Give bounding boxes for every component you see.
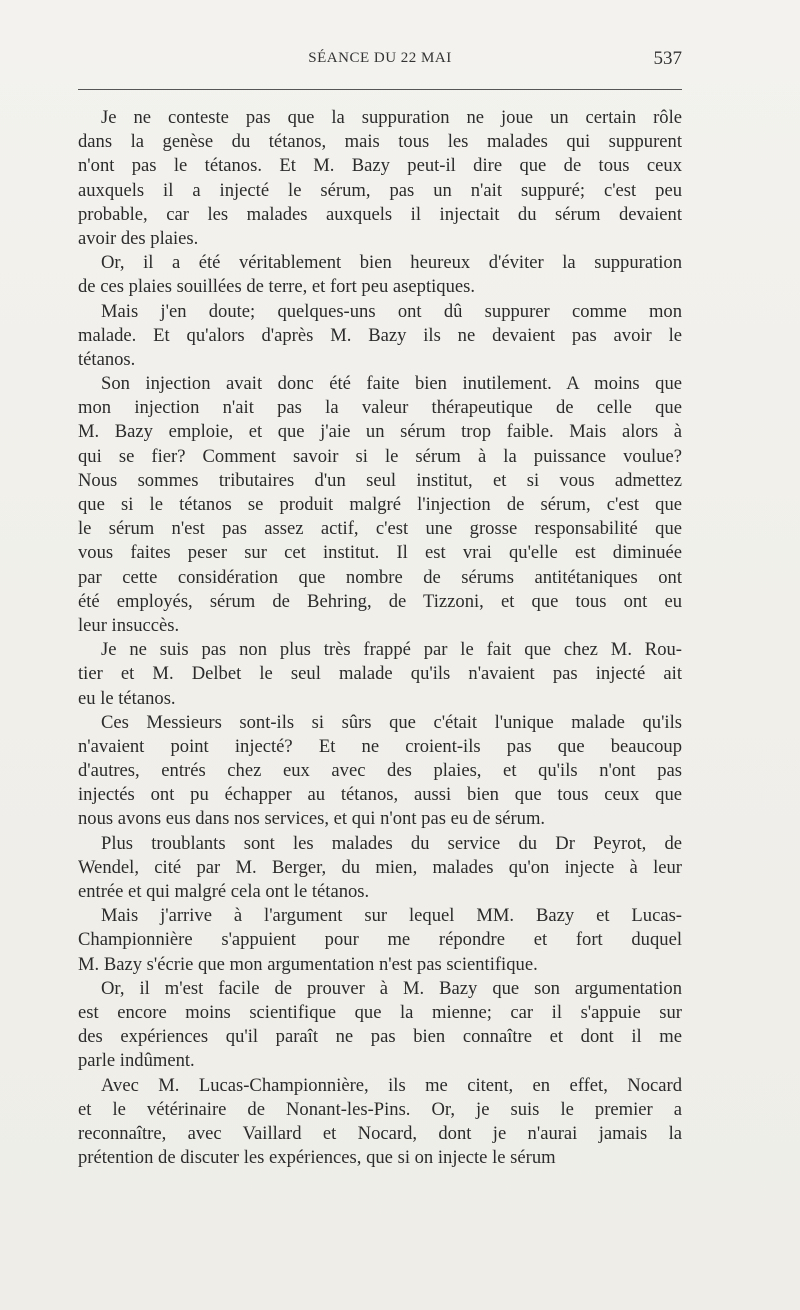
text-line: Mais j'en doute; quelques-uns ont dû suppurer comme mon	[101, 300, 682, 322]
text-line: vous faites peser sur cet institut. Il est vrai qu'elle est diminuée	[78, 542, 682, 564]
text-line: n'avaient point injecté? Et ne croient-ils pas que beaucoup	[78, 735, 682, 757]
text-line: des expériences qu'il paraît ne pas bien connaître et dont il me	[78, 1026, 682, 1048]
text-line: Nous sommes tributaires d'un seul institut, et si vous admettez	[78, 469, 682, 491]
text-line: de ces plaies souillées de terre, et fort peu aseptiques.	[78, 276, 476, 298]
text-line: entrée et qui malgré cela ont le tétanos.	[78, 881, 370, 902]
text-line: que si le tétanos se produit malgré l'injection de sérum, c'est que	[78, 494, 682, 515]
body-text	[78, 106, 682, 1170]
text-line: tier et M. Delbet le seul malade qu'ils n'avaient pas injecté ait	[78, 663, 682, 685]
text-line: qui se fier? Comment savoir si le sérum à la puissance voulue?	[78, 445, 682, 467]
text-line: Plus troublants sont les malades du service du Dr Peyrot, de	[101, 832, 682, 854]
text-line: reconnaître, avec Vaillard et Nocard, dont je n'aurai jamais la	[78, 1122, 682, 1144]
text-line: par cette considération que nombre de sérums antitétaniques ont	[78, 566, 682, 588]
paragraph	[78, 904, 682, 977]
text-line: Wendel, cité par M. Berger, du mien, malades qu'on injecte à leur	[78, 856, 682, 878]
paragraph	[78, 251, 682, 299]
text-line: injectés ont pu échapper au tétanos, aussi bien que tous ceux que	[78, 784, 682, 806]
header-rule	[78, 89, 682, 90]
paragraph	[78, 372, 682, 638]
text-line: n'ont pas le tétanos. Et M. Bazy peut-il dire que de tous ceux	[78, 155, 682, 177]
text-line: prétention de discuter les expériences, que si on injecte le sérum	[78, 1147, 556, 1169]
text-line: Championnière s'appuient pour me répondre et fort duquel	[78, 929, 682, 951]
text-line: Avec M. Lucas-Championnière, ils me citent, en effet, Nocard	[101, 1074, 682, 1096]
paragraph	[78, 1074, 682, 1171]
paragraph	[78, 711, 682, 832]
text-line: eu le tétanos.	[78, 687, 176, 709]
text-line: Or, il a été véritablement bien heureux d'éviter la suppuration	[101, 252, 682, 274]
text-line: Je ne conteste pas que la suppuration ne joue un certain rôle	[101, 107, 682, 128]
text-line: leur insuccès.	[78, 614, 180, 636]
text-line: et le vétérinaire de Nonant-les-Pins. Or, je suis le premier a	[78, 1098, 682, 1120]
text-line: avoir des plaies.	[78, 227, 199, 249]
running-title: SÉANCE DU 22 MAI	[308, 50, 452, 66]
text-line: Son injection avait donc été faite bien inutilement. A moins que	[101, 373, 682, 395]
text-line: Je ne suis pas non plus très frappé par le fait que chez M. Rou-	[101, 639, 682, 661]
text-line: Ces Messieurs sont-ils si sûrs que c'était l'unique malade qu'ils	[101, 711, 682, 733]
text-line: mon injection n'ait pas la valeur thérapeutique de celle que	[78, 397, 682, 419]
page-number: 537	[653, 48, 682, 69]
text-line: le sérum n'est pas assez actif, c'est une grosse responsabilité que	[78, 518, 682, 540]
paragraph	[78, 977, 682, 1074]
text-line: malade. Et qu'alors d'après M. Bazy ils ne devaient pas avoir le	[78, 324, 682, 346]
text-line: est encore moins scientifique que la mienne; car il s'appuie sur	[78, 1001, 682, 1023]
text-line: Mais j'arrive à l'argument sur lequel MM. Bazy et Lucas-	[101, 905, 682, 927]
text-line: nous avons eus dans nos services, et qui n'ont pas eu de sérum.	[78, 808, 546, 830]
text-line: Or, il m'est facile de prouver à M. Bazy que son argumentation	[101, 977, 682, 999]
text-line: M. Bazy emploie, et que j'aie un sérum trop faible. Mais alors à	[78, 421, 682, 443]
paragraph	[78, 638, 682, 711]
text-line: d'autres, entrés chez eux avec des plaies, et qu'ils n'ont pas	[78, 760, 682, 782]
text-line: été employés, sérum de Behring, de Tizzoni, et que tous ont eu	[78, 590, 682, 612]
text-line: tétanos.	[78, 348, 136, 370]
text-line: auxquels il a injecté le sérum, pas un n'ait suppuré; c'est peu	[78, 179, 682, 201]
paragraph	[78, 300, 682, 373]
text-line: parle indûment.	[78, 1050, 195, 1072]
paragraph	[78, 832, 682, 905]
text-line: M. Bazy s'écrie que mon argumentation n'est pas scientifique.	[78, 953, 538, 975]
running-head	[78, 48, 682, 76]
paragraph	[78, 106, 682, 251]
text-line: probable, car les malades auxquels il injectait du sérum devaient	[78, 203, 682, 225]
text-line: dans la genèse du tétanos, mais tous les malades qui suppurent	[78, 131, 682, 153]
